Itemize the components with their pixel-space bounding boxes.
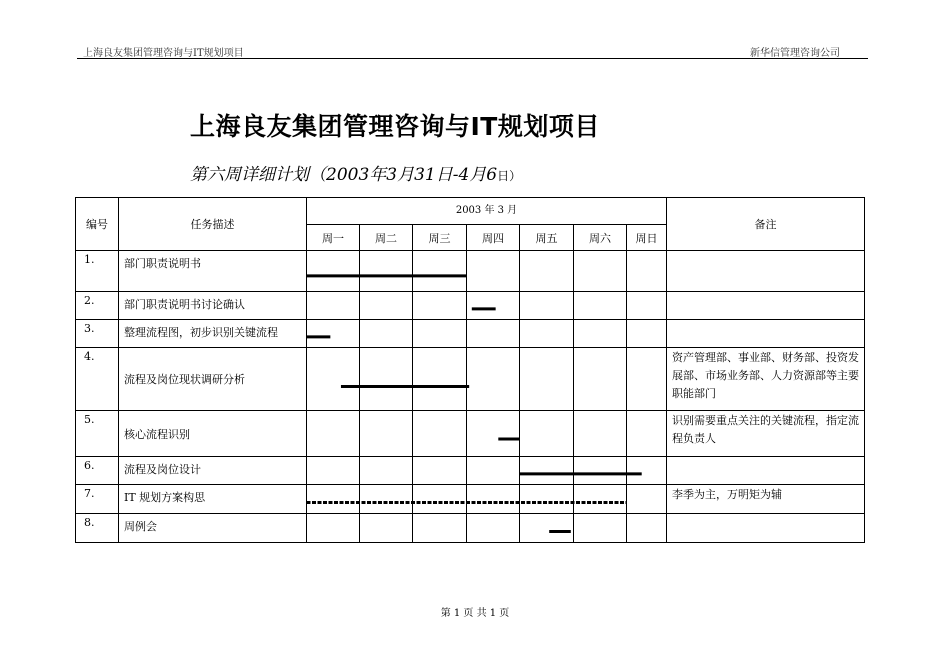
row-note [667, 251, 865, 292]
row-note [667, 457, 865, 485]
table-row [76, 348, 865, 411]
col-header-month: 2003 年 3 月 [307, 198, 667, 225]
task-description: 部门职责说明书 [119, 251, 307, 292]
task-description: 流程及岗位设计 [119, 457, 307, 485]
document-title: 上海良友集团管理咨询与IT规划项目 [190, 112, 600, 141]
day-header: 周日 [627, 225, 667, 251]
document-subtitle [190, 160, 521, 185]
row-number: 7. [76, 485, 119, 514]
table-row [76, 292, 865, 320]
day-header: 周二 [360, 225, 413, 251]
row-number: 1. [76, 251, 119, 292]
row-number: 6. [76, 457, 119, 485]
day-header: 周六 [574, 225, 627, 251]
table-row [76, 251, 865, 292]
task-description: 整理流程图，初步识别关键流程 [119, 320, 307, 348]
task-description: 流程及岗位现状调研分析 [119, 348, 307, 411]
table-row [76, 320, 865, 348]
day-header: 周一 [307, 225, 360, 251]
task-description: 部门职责说明书讨论确认 [119, 292, 307, 320]
col-header-task: 任务描述 [119, 198, 307, 251]
day-header: 周四 [467, 225, 520, 251]
task-description: 周例会 [119, 514, 307, 543]
col-header-note: 备注 [667, 198, 865, 251]
task-description: 核心流程识别 [119, 411, 307, 457]
row-note [667, 320, 865, 348]
table-row [76, 485, 865, 514]
row-note: 识别需要重点关注的关键流程，指定流程负责人 [667, 411, 865, 457]
day-header: 周五 [520, 225, 574, 251]
row-note [667, 292, 865, 320]
col-header-no: 编号 [76, 198, 119, 251]
weekly-plan-table [75, 197, 865, 543]
table-row [76, 457, 865, 485]
header-right: 新华信管理咨询公司 [750, 48, 840, 59]
table-row [76, 514, 865, 543]
row-number: 3. [76, 320, 119, 348]
row-note [667, 514, 865, 543]
task-description: IT 规划方案构思 [119, 485, 307, 514]
row-note: 资产管理部、事业部、财务部、投资发展部、市场业务部、人力资源部等主要职能部门 [667, 348, 865, 411]
day-header: 周三 [413, 225, 467, 251]
subtitle-tail: 日） [497, 169, 522, 183]
row-number: 5. [76, 411, 119, 457]
header-rule [77, 58, 868, 59]
row-number: 8. [76, 514, 119, 543]
row-note: 李季为主，万明矩为辅 [667, 485, 865, 514]
table-row [76, 411, 865, 457]
header-left: 上海良友集团管理咨询与IT规划项目 [83, 48, 244, 59]
subtitle-main: 第六周详细计划（2003年3月31日-4月6 [190, 165, 498, 185]
row-number: 4. [76, 348, 119, 411]
page-footer: 第 1 页 共 1 页 [440, 608, 510, 619]
row-number: 2. [76, 292, 119, 320]
